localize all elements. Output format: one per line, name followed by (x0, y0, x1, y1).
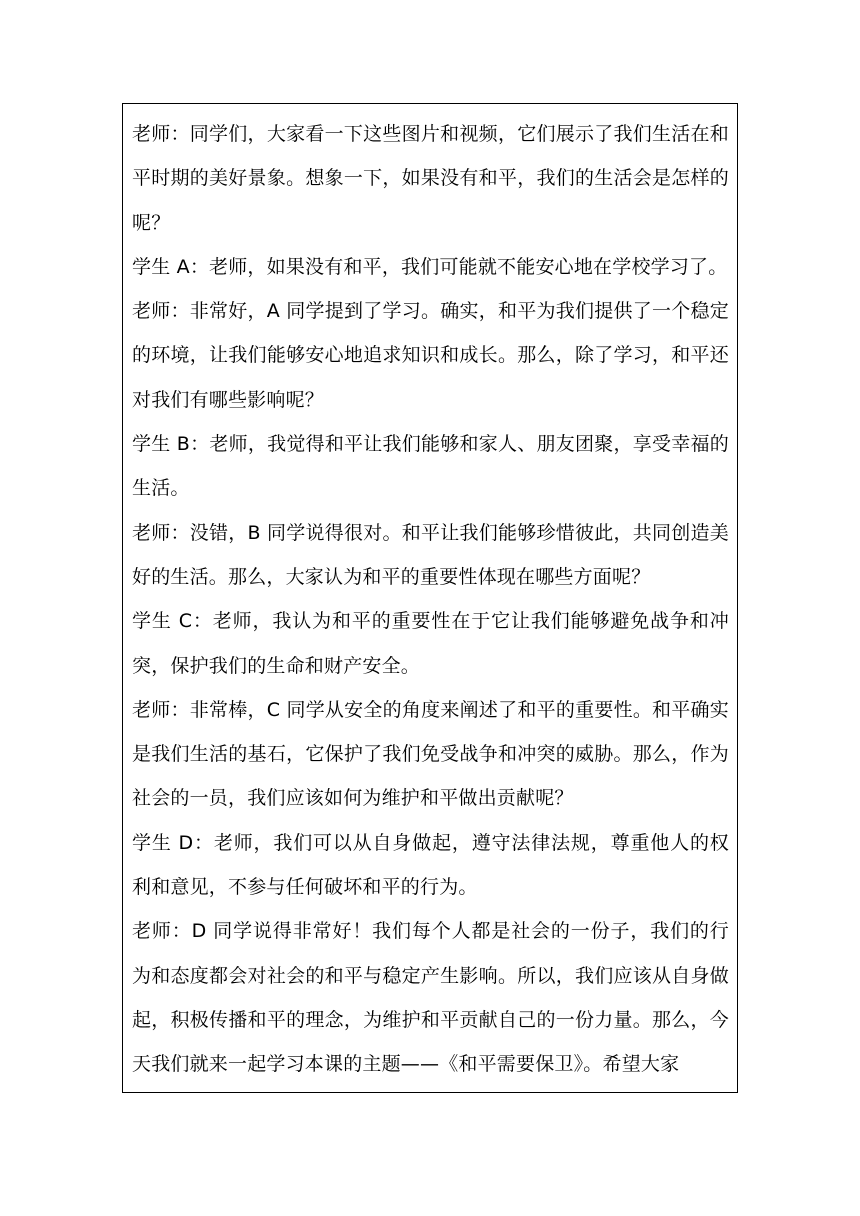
paragraph-teacher-5: 老师：D 同学说得非常好！我们每个人都是社会的一份子，我们的行为和态度都会对社会的和平与稳定产生影响。所以，我们应该从自身做起，积极传播和平的理念，为维护和平贡献自己的一份力量。那么，今天我们就来一起学习本课的主题——《和平需要保卫》。希望大家 (132, 920, 729, 1076)
paragraph-teacher-3: 老师：没错，B 同学说得很对。和平让我们能够珍惜彼此，共同创造美好的生活。那么，大家认为和平的重要性体现在哪些方面呢？ (132, 521, 729, 588)
paragraph-student-c: 学生 C：老师，我认为和平的重要性在于它让我们能够避免战争和冲突，保护我们的生命和财产安全。 (132, 610, 729, 677)
paragraph-teacher-2: 老师：非常好，A 同学提到了学习。确实，和平为我们提供了一个稳定的环境，让我们能够安心地追求知识和成长。那么，除了学习，和平还对我们有哪些影响呢？ (132, 300, 729, 411)
paragraph-teacher-4: 老师：非常棒，C 同学从安全的角度来阐述了和平的重要性。和平确实是我们生活的基石，它保护了我们免受战争和冲突的威胁。那么，作为社会的一员，我们应该如何为维护和平做出贡献呢？ (132, 698, 729, 810)
paragraph-teacher-1: 老师：同学们，大家看一下这些图片和视频，它们展示了我们生活在和平时期的美好景象。想象一下，如果没有和平，我们的生活会是怎样的呢？ (132, 123, 729, 234)
dialogue-content (123, 104, 737, 1087)
document-table-cell (122, 103, 738, 1093)
paragraph-student-a: 学生 A：老师，如果没有和平，我们可能就不能安心地在学校学习了。 (132, 255, 728, 278)
paragraph-student-b: 学生 B：老师，我觉得和平让我们能够和家人、朋友团聚，享受幸福的生活。 (132, 433, 729, 500)
paragraph-student-d: 学生 D：老师，我们可以从自身做起，遵守法律法规，尊重他人的权利和意见，不参与任何破坏和平的行为。 (132, 831, 729, 899)
